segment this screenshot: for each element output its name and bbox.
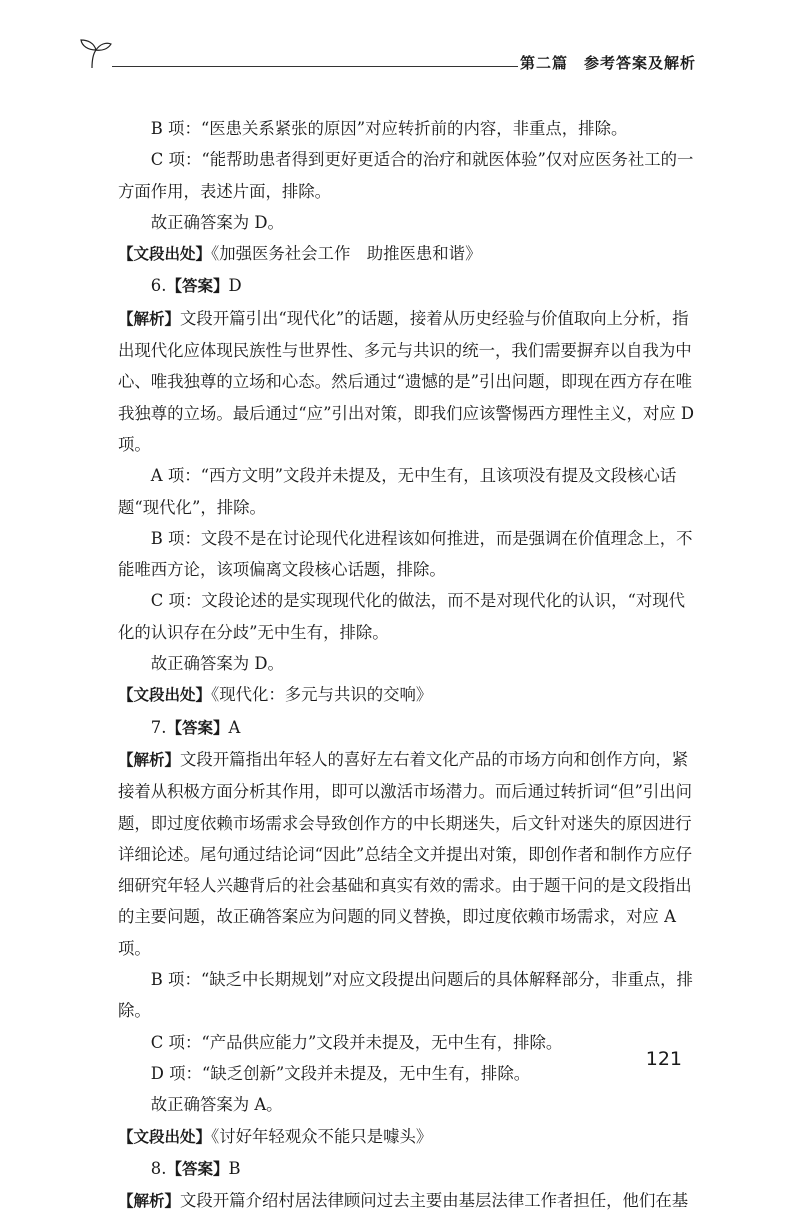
source-text: 《讨好年轻观众不能只是噱头》: [211, 1126, 433, 1146]
header-title: 第二篇 参考答案及解析: [519, 54, 696, 72]
answer-line: [118, 270, 696, 302]
header-rule: [112, 66, 518, 67]
analysis-label: 【解析】: [118, 750, 181, 769]
answer-label: 【答案】: [166, 1159, 229, 1178]
paragraph: D 项：“缺乏创新”文段并未提及，无中生有，排除。: [150, 1063, 531, 1083]
analysis-paragraph: [118, 303, 696, 460]
paragraph: 故正确答案为 D。: [150, 654, 284, 674]
answer-line: [118, 712, 696, 744]
analysis-text: 文段开篇引出“现代化”的话题，接着从历史经验与价值取向上分析，指出现代化应体现民族性与世界性、多元与共识的统一，我们需要摒弃以自我为中心、唯我独尊的立场和心态。然后通过“遗憾的是”引出问题，即现在西方存在唯我独尊的立场。最后通过“应”引出对策，即我们应该警惕西方理性主义，对应 D 项。: [118, 308, 694, 454]
source-line: [118, 1121, 696, 1153]
analysis-text: 文段开篇介绍村居法律顾问过去主要由基层法律工作者担任，他们在基: [180, 1191, 689, 1211]
answer-value: B: [228, 1158, 241, 1178]
analysis-paragraph: [118, 1185, 696, 1217]
analysis-paragraph: [118, 744, 696, 964]
question-number: 6.: [150, 276, 167, 296]
source-label: 【文段出处】: [118, 1127, 212, 1146]
question-number: 7.: [150, 717, 167, 737]
paragraph: C 项：“能帮助患者得到更好更适合的治疗和就医体验”仅对应医务社工的一方面作用，表述片面，排除。: [118, 150, 694, 201]
source-text: 《现代化：多元与共识的交响》: [211, 685, 433, 705]
source-text: 《加强医务社会工作 助推医患和谐》: [211, 244, 482, 264]
paragraph: A 项：“西方文明”文段并未提及，无中生有，且该项没有提及文段核心话题“现代化”，排除。: [118, 466, 677, 517]
analysis-text: 文段开篇指出年轻人的喜好左右着文化产品的市场方向和创作方向，紧接着从积极方面分析其作用，即可以激活市场潜力。而后通过转折词“但”引出问题，即过度依赖市场需求会导致创作方的中长期迷失，后文针对迷失的原因进行详细论述。尾句通过结论词“因此”总结全文并提出对策，即创作者和制作方应仔细研究年轻人兴趣背后的社会基础和真实有效的需求。由于题干问的是文段指出的主要问题，故正确答案应为问题的同义替换，即过度依赖市场需求，对应 A 项。: [118, 749, 693, 958]
answer-content: [118, 113, 696, 1217]
paragraph: C 项：“产品供应能力”文段并未提及，无中生有，排除。: [150, 1032, 563, 1052]
paragraph: B 项：“医患关系紧张的原因”对应转折前的内容，非重点，排除。: [150, 119, 628, 138]
paragraph: 故正确答案为 A。: [150, 1095, 283, 1115]
paragraph: B 项：文段不是在讨论现代化进程该如何推进，而是强调在价值理念上，不能唯西方论，该项偏离文段核心话题，排除。: [118, 528, 693, 580]
source-line: [118, 238, 696, 270]
answer-value: A: [228, 717, 241, 737]
question-number: 8.: [150, 1158, 167, 1178]
page-number: 121: [645, 1048, 682, 1070]
analysis-label: 【解析】: [118, 1192, 181, 1211]
source-label: 【文段出处】: [118, 245, 212, 264]
source-line: [118, 679, 696, 711]
running-header: [78, 38, 696, 74]
source-label: 【文段出处】: [118, 686, 212, 705]
paragraph: B 项：“缺乏中长期规划”对应文段提出问题后的具体解释部分，非重点，排除。: [118, 970, 693, 1021]
paragraph: C 项：文段论述的是实现现代化的做法，而不是对现代化的认识，“对现代化的认识存在分歧”无中生有，排除。: [118, 591, 686, 642]
analysis-label: 【解析】: [118, 309, 181, 328]
answer-line: [118, 1153, 696, 1185]
paragraph: 故正确答案为 D。: [150, 212, 284, 232]
answer-value: D: [228, 276, 242, 296]
answer-label: 【答案】: [166, 718, 229, 737]
sprout-icon: [78, 38, 114, 72]
answer-label: 【答案】: [166, 277, 229, 296]
